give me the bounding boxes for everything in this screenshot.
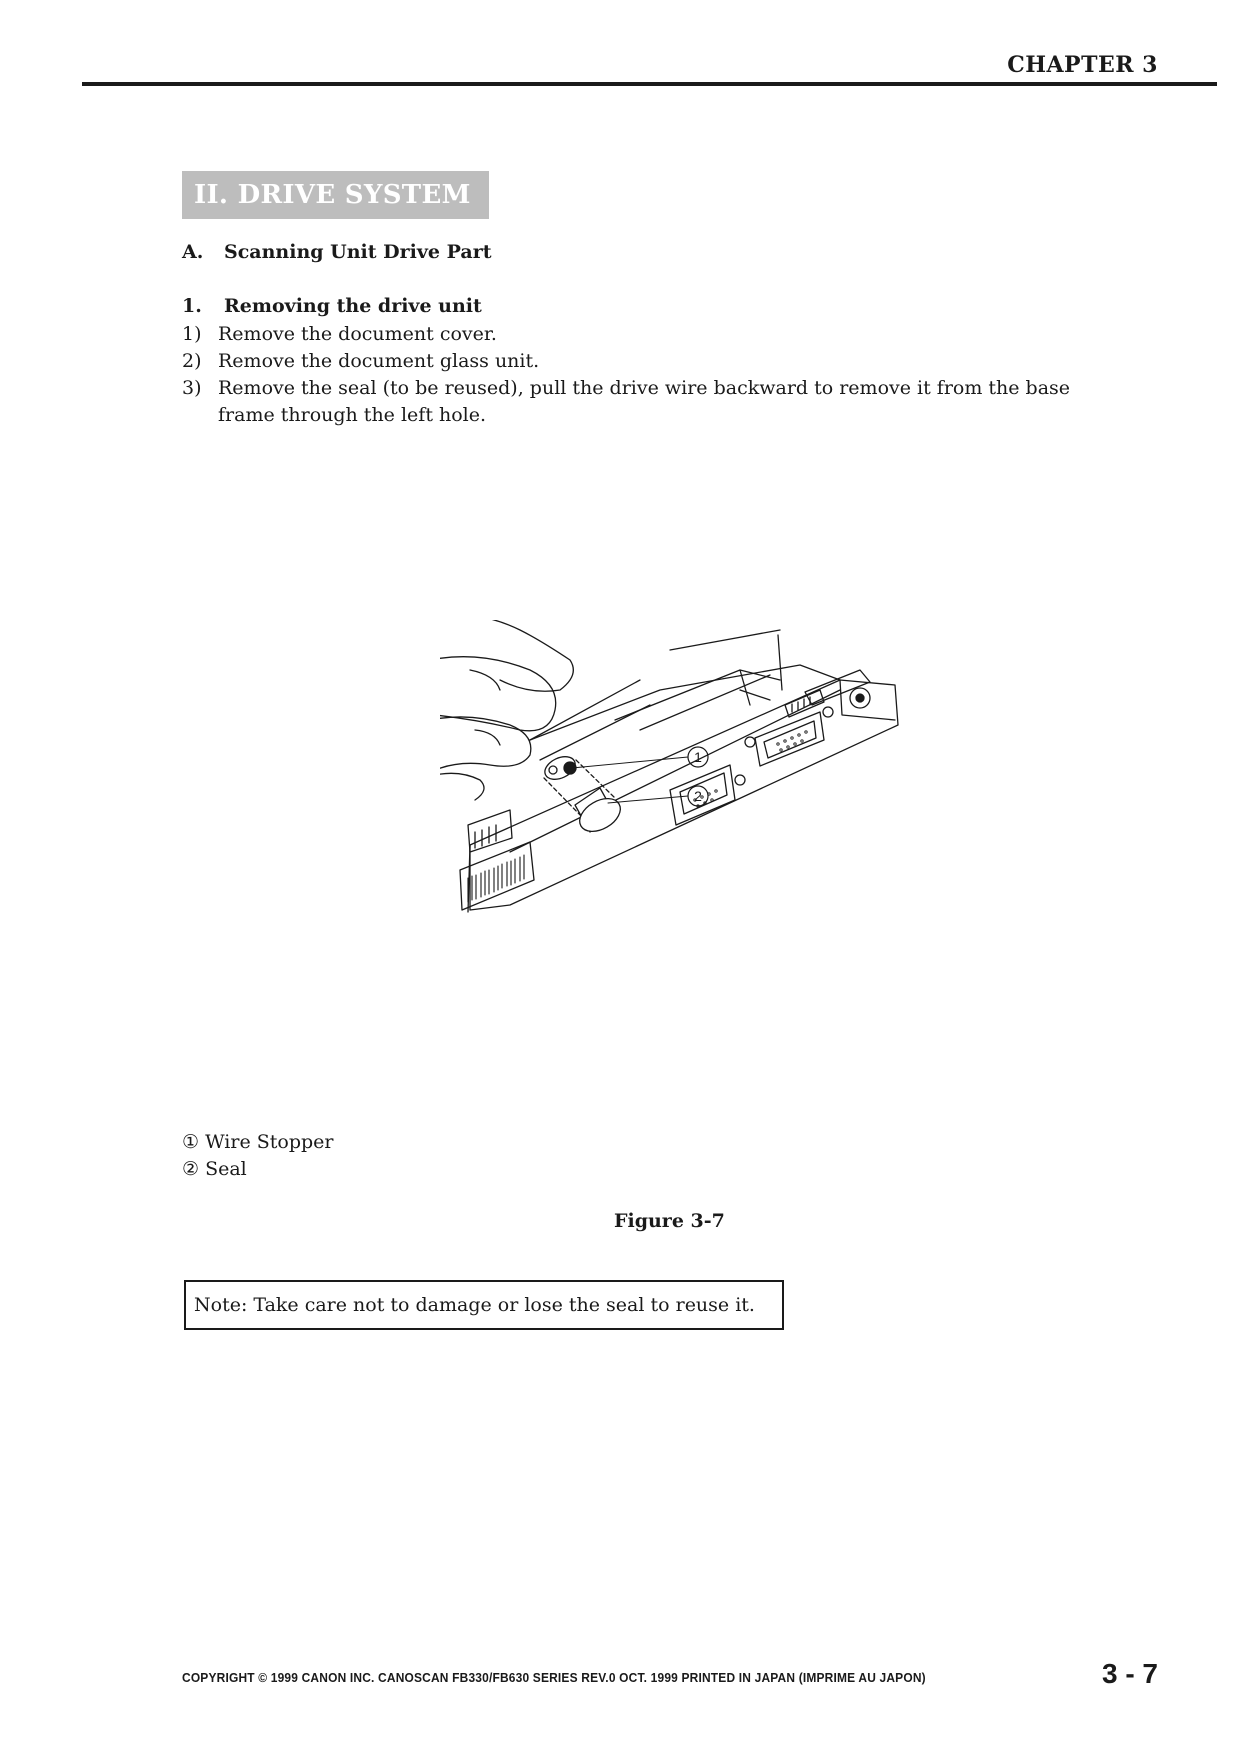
step-number: 3) <box>182 377 202 399</box>
callout-2-label: 2 <box>694 788 702 804</box>
step-item <box>182 375 1132 429</box>
figure-caption: Figure 3-7 <box>614 1210 725 1232</box>
subsection-1-number: 1. <box>182 295 202 317</box>
scanner-rear-illustration <box>440 620 910 925</box>
page-number: 3 - 7 <box>1101 1658 1158 1689</box>
header-rule <box>82 82 1217 86</box>
callout-1-label: 1 <box>694 749 702 765</box>
legend-item <box>182 1129 333 1156</box>
step-number: 2) <box>182 350 202 372</box>
chapter-heading: CHAPTER 3 <box>1007 52 1158 78</box>
subsection-a-number: A. <box>182 241 204 263</box>
section-title: II. DRIVE SYSTEM <box>182 171 489 219</box>
legend-mark: ② <box>182 1158 200 1180</box>
footer-copyright: COPYRIGHT © 1999 CANON INC. CANOSCAN FB330/FB630 SERIES REV.0 OCT. 1999 PRINTED IN JAPAN (IMPRIME AU JAPON) <box>182 1670 926 1685</box>
legend-label: Wire Stopper <box>205 1131 334 1153</box>
legend-item <box>182 1156 333 1183</box>
procedure-steps <box>182 321 1132 429</box>
note-box: Note: Take care not to damage or lose the seal to reuse it. <box>184 1280 784 1330</box>
subsection-a-heading <box>182 241 491 263</box>
step-text: Remove the document glass unit. <box>218 350 540 372</box>
figure-legend <box>182 1129 333 1183</box>
legend-mark: ① <box>182 1131 200 1153</box>
legend-label: Seal <box>205 1158 247 1180</box>
step-item <box>182 348 1132 375</box>
subsection-1-title: Removing the drive unit <box>224 295 482 317</box>
subsection-a-title: Scanning Unit Drive Part <box>224 241 492 263</box>
subsection-1-heading <box>182 295 482 317</box>
step-text: Remove the document cover. <box>218 323 497 345</box>
step-item <box>182 321 1132 348</box>
step-text: Remove the seal (to be reused), pull the drive wire backward to remove it from the base frame through the left hole. <box>218 377 1071 426</box>
step-number: 1) <box>182 323 202 345</box>
